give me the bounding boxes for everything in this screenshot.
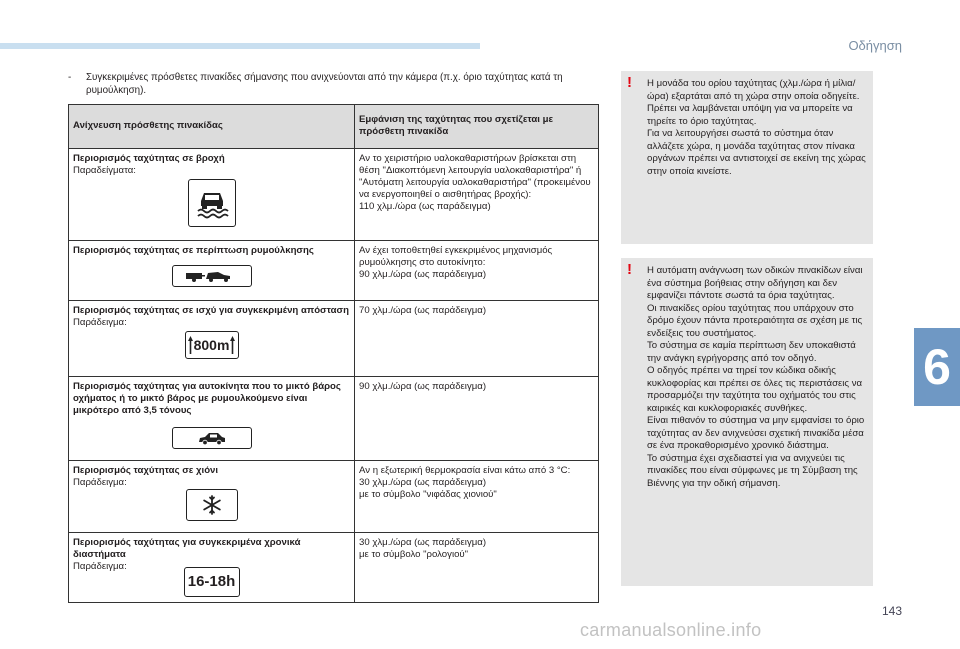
row-subtitle: Παράδειγμα: — [73, 317, 127, 328]
table-row — [69, 377, 599, 461]
page-number: 143 — [881, 604, 902, 618]
row-info: Αν έχει τοποθετηθεί εγκεκριμένος μηχανισμός ρυμούλκησης στο αυτοκίνητο: 90 χλμ./ώρα (ως παράδειγμα) — [355, 241, 599, 301]
row-subtitle: Παράδειγμα: — [73, 561, 127, 572]
table-cell-detection — [69, 241, 355, 301]
passenger-car-icon — [172, 427, 252, 449]
top-accent-bar — [0, 43, 480, 49]
time-period-sign-icon — [184, 567, 240, 597]
table-cell-detection — [69, 149, 355, 241]
distance-sign-icon — [185, 331, 239, 359]
wet-road-sign-icon — [188, 179, 236, 227]
table-row — [69, 301, 599, 377]
row-title: Περιορισμός ταχύτητας για αυτοκίνητα που το μικτό βάρος οχήματος ή το μικτό βάρος με ρυμουλκούμενο είναι μικρότερο από 3,5 τόνους — [73, 381, 341, 416]
arrow-up-icon — [230, 336, 235, 354]
note-text: Η αυτόματη ανάγνωση των οδικών πινακίδων είναι ένα σύστημα βοήθειας στην οδήγηση και δεν εμφανίζει πάντοτε σωστά τα όρια ταχύτητας. Οι πινακίδες ορίου ταχύτητας που υπάρχουν στο δρόμο έχουν πάντα προτεραιότητα σε σχέση με τις ενδείξεις του συστήματος. Το σύστημα σε καμία περίπτωση δεν υποκαθιστά την ανάγκη εγρήγορσης από τον οδηγό. Ο οδηγός πρέπει να τηρεί τον κώδικα οδικής κυκλοφορίας και πρέπει σε όλες τις περιστάσεις να προσαρμόζει την ταχύτητα του οχήματός του στις καιρικές και κυκλοφοριακές συνθήκες. Είναι πιθανόν το σύστημα να μην εμφανίσει το όριο ταχύτητας αν δεν ανιχνεύσει σχετική πινακίδα μέσα σε ένα προκαθορισμένο χρονικό διάστημα. Το σύστημα έχει σχεδιαστεί για να ανιχνεύει τις πινακίδες που είναι σύμφωνες με τη Σύμβαση της Βιέννης για την οδική σήμανση. — [647, 265, 865, 489]
time-sign-text: 16-18h — [187, 573, 236, 590]
distance-sign-text: 800m — [193, 337, 230, 353]
intro-text: Συγκεκριμένες πρόσθετες πινακίδες σήμανσης που ανιχνεύονται από την κάμερα (π.χ. όριο ταχύτητας κατά τη ρυμούλκηση). — [86, 72, 563, 96]
row-info: Αν η εξωτερική θερμοκρασία είναι κάτω από 3 °C: 30 χλμ./ώρα (ως παράδειγμα) με το σύμβολο "νιφάδας χιονιού" — [355, 461, 599, 533]
section-title: Οδήγηση — [848, 38, 902, 53]
arrow-up-icon — [188, 336, 193, 354]
row-info: 30 χλμ./ώρα (ως παράδειγμα) με το σύμβολο "ρολογιού" — [355, 533, 599, 603]
note-text: Η μονάδα του ορίου ταχύτητας (χλμ./ώρα ή μίλια/ώρα) εξαρτάται από τη χώρα στην οποία οδηγείτε. Πρέπει να λαμβάνεται υπόψη για να μπορείτε να τηρείτε το όριο ταχύτητας. Για να λειτουργήσει σωστά το σύστημα όταν αλλάζετε χώρα, η μονάδα ταχύτητας στον πίνακα οργάνων πρέπει να αντιστοιχεί σε εκείνη της χώρας στην οποία κινείστε. — [647, 78, 866, 177]
watermark-text: carmanualsonline.info — [580, 620, 762, 640]
row-info: 70 χλμ./ώρα (ως παράδειγμα) — [355, 301, 599, 377]
table-row — [69, 461, 599, 533]
warning-note-system — [621, 258, 873, 586]
warning-icon: ! — [627, 261, 632, 278]
warning-note-unit — [621, 71, 873, 244]
row-info: 90 χλμ./ώρα (ως παράδειγμα) — [355, 377, 599, 461]
row-title: Περιορισμός ταχύτητας σε βροχή — [73, 153, 225, 164]
additional-signs-table — [68, 104, 599, 603]
header-detection: Ανίχνευση πρόσθετης πινακίδας — [69, 105, 355, 149]
table-row — [69, 241, 599, 301]
table-cell-detection — [69, 377, 355, 461]
row-subtitle: Παραδείγματα: — [73, 165, 136, 176]
table-cell-detection — [69, 533, 355, 603]
table-header-row — [69, 105, 599, 149]
header-display: Εμφάνιση της ταχύτητας που σχετίζεται με πρόσθετη πινακίδα — [355, 105, 599, 149]
row-title: Περιορισμός ταχύτητας σε χιόνι — [73, 465, 219, 476]
row-title: Περιορισμός ταχύτητας σε ισχύ για συγκεκριμένη απόσταση — [73, 305, 349, 316]
table-cell-detection — [69, 461, 355, 533]
chapter-tab[interactable]: 6 — [914, 328, 960, 406]
snowflake-icon — [186, 489, 238, 521]
table-row — [69, 533, 599, 603]
row-info: Αν το χειριστήριο υαλοκαθαριστήρων βρίσκεται στη θέση "Διακοπτόμενη λειτουργία υαλοκαθαριστήρα" ή "Αυτόματη λειτουργία υαλοκαθαριστήρα" (προκειμένου να ενεργοποιηθεί ο αισθητήρας βροχής): 110 χλμ./ώρα (ως παράδειγμα) — [355, 149, 599, 241]
car-with-trailer-icon — [172, 265, 252, 287]
row-title: Περιορισμός ταχύτητας για συγκεκριμένα χρονικά διαστήματα — [73, 537, 301, 560]
intro-bullet — [68, 71, 600, 97]
bullet-dash: - — [68, 72, 72, 83]
table-cell-detection — [69, 301, 355, 377]
warning-icon: ! — [627, 74, 632, 91]
table-row — [69, 149, 599, 241]
row-title: Περιορισμός ταχύτητας σε περίπτωση ρυμούλκησης — [73, 245, 314, 256]
row-subtitle: Παράδειγμα: — [73, 477, 127, 488]
